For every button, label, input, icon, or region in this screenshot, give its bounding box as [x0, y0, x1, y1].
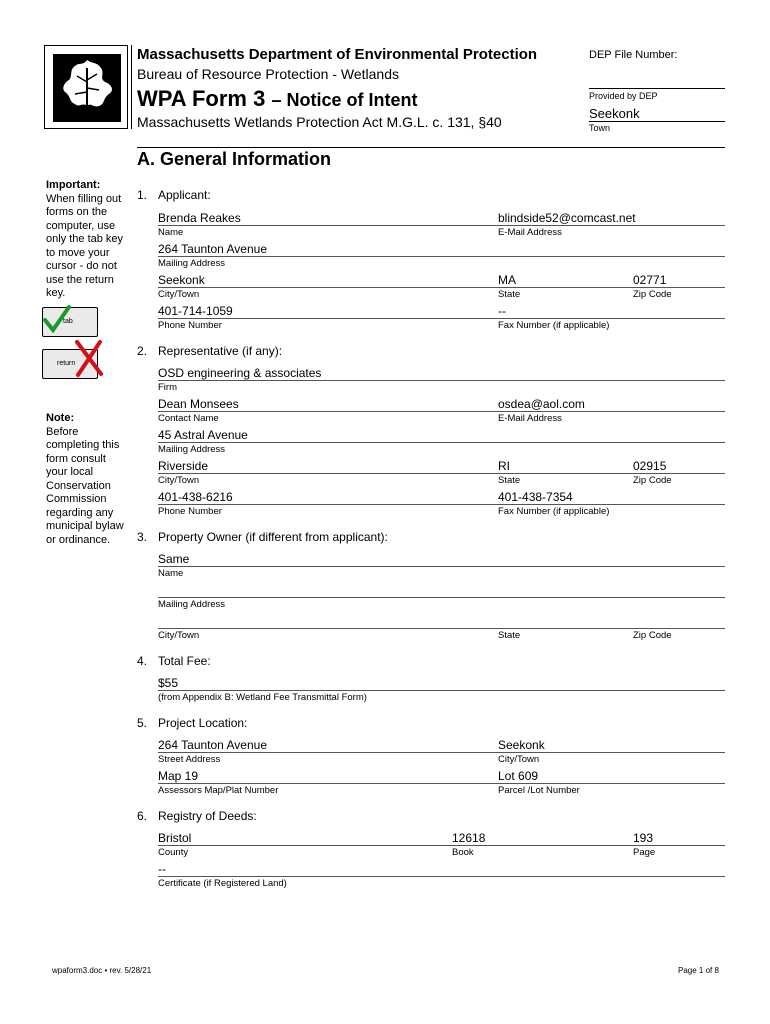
deeds-certificate-value[interactable]: -- — [158, 862, 166, 876]
oak-leaf-icon — [53, 54, 121, 122]
field-line — [158, 690, 725, 691]
act-citation: Massachusetts Wetlands Protection Act M.G.L. c. 131, §40 — [137, 114, 502, 130]
location-street-label: Street Address — [158, 754, 221, 765]
fee-amount-label: (from Appendix B: Wetland Fee Transmittal Form) — [158, 692, 367, 703]
representative-email-label: E-Mail Address — [498, 413, 562, 424]
deeds-page-label: Page — [633, 847, 656, 858]
dep-file-number-field[interactable] — [589, 88, 725, 89]
department-name: Massachusetts Department of Environmental Protection — [137, 46, 538, 63]
fee-heading: Total Fee: — [158, 654, 211, 668]
town-line — [589, 121, 725, 122]
deeds-certificate-label: Certificate (if Registered Land) — [158, 878, 287, 889]
representative-number: 2. — [137, 344, 148, 358]
field-line — [158, 566, 725, 567]
owner-zip-label: Zip Code — [633, 630, 672, 641]
applicant-heading: Applicant: — [158, 188, 211, 202]
location-heading: Project Location: — [158, 716, 248, 730]
field-line — [158, 845, 725, 846]
owner-address-label: Mailing Address — [158, 599, 226, 610]
applicant-fax-value[interactable]: -- — [498, 304, 506, 318]
representative-zip-value[interactable]: 02915 — [633, 459, 667, 473]
footer-page-number: Page 1 of 8 — [678, 966, 719, 975]
header-divider — [131, 45, 132, 129]
town-label: Town — [589, 123, 611, 133]
owner-address-field[interactable] — [158, 597, 725, 598]
representative-contact-value[interactable]: Dean Monsees — [158, 397, 239, 411]
representative-fax-value[interactable]: 401-438-7354 — [498, 490, 573, 504]
representative-address-label: Mailing Address — [158, 444, 226, 455]
important-text: When filling out forms on the computer, use only the tab key to move your cursor - do not use the return key. — [46, 192, 124, 299]
deeds-county-value[interactable]: Bristol — [158, 831, 192, 845]
representative-firm-label: Firm — [158, 382, 177, 393]
applicant-fax-label: Fax Number (if applicable) — [498, 320, 610, 331]
field-line — [158, 752, 725, 753]
location-city-label: City/Town — [498, 754, 540, 765]
representative-email-value[interactable]: osdea@aol.com — [498, 397, 585, 411]
field-line — [158, 380, 725, 381]
owner-city-label: City/Town — [158, 630, 200, 641]
field-line — [158, 876, 725, 877]
field-line — [158, 442, 725, 443]
town-value[interactable]: Seekonk — [589, 106, 640, 121]
owner-state-label: State — [498, 630, 521, 641]
bureau-name: Bureau of Resource Protection - Wetlands — [137, 66, 399, 82]
field-line — [158, 256, 725, 257]
note-title: Note: — [46, 412, 75, 424]
location-parcel-label: Parcel /Lot Number — [498, 785, 580, 796]
location-street-value[interactable]: 264 Taunton Avenue — [158, 738, 267, 752]
bylaw-note — [46, 412, 130, 547]
representative-firm-value[interactable]: OSD engineering & associates — [158, 366, 322, 380]
applicant-state-value[interactable]: MA — [498, 273, 516, 287]
field-line — [158, 783, 725, 784]
dep-provided-label: Provided by DEP — [589, 91, 658, 101]
important-note — [46, 179, 130, 301]
applicant-address-value[interactable]: 264 Taunton Avenue — [158, 242, 267, 256]
applicant-name-value[interactable]: Brenda Reakes — [158, 211, 241, 225]
form-title — [137, 86, 417, 112]
representative-fax-label: Fax Number (if applicable) — [498, 506, 610, 517]
footer-revision: wpaform3.doc • rev. 5/28/21 — [52, 966, 152, 975]
representative-zip-label: Zip Code — [633, 475, 672, 486]
owner-name-label: Name — [158, 568, 184, 579]
checkmark-icon — [42, 304, 72, 334]
field-line — [158, 318, 725, 319]
applicant-email-label: E-Mail Address — [498, 227, 562, 238]
representative-address-value[interactable]: 45 Astral Avenue — [158, 428, 248, 442]
important-title: Important: — [46, 179, 101, 191]
dep-logo — [44, 45, 128, 129]
location-parcel-value[interactable]: Lot 609 — [498, 769, 539, 783]
fee-amount-value[interactable]: $55 — [158, 676, 179, 690]
applicant-address-label: Mailing Address — [158, 258, 226, 269]
representative-contact-label: Contact Name — [158, 413, 219, 424]
fee-number: 4. — [137, 654, 148, 668]
deeds-number: 6. — [137, 809, 148, 823]
applicant-email-value[interactable]: blindside52@comcast.net — [498, 211, 636, 225]
applicant-state-label: State — [498, 289, 521, 300]
location-map-label: Assessors Map/Plat Number — [158, 785, 279, 796]
tab-key-icon: tab — [42, 307, 98, 337]
owner-number: 3. — [137, 530, 148, 544]
form-subtitle: – Notice of Intent — [271, 90, 418, 110]
location-number: 5. — [137, 716, 148, 730]
deeds-heading: Registry of Deeds: — [158, 809, 257, 823]
representative-city-value[interactable]: Riverside — [158, 459, 209, 473]
location-map-value[interactable]: Map 19 — [158, 769, 199, 783]
owner-name-value[interactable]: Same — [158, 552, 190, 566]
representative-state-value[interactable]: RI — [498, 459, 510, 473]
deeds-book-value[interactable]: 12618 — [452, 831, 486, 845]
field-line — [158, 504, 725, 505]
applicant-number: 1. — [137, 188, 148, 202]
applicant-city-value[interactable]: Seekonk — [158, 273, 205, 287]
owner-heading: Property Owner (if different from applicant): — [158, 530, 388, 544]
applicant-zip-value[interactable]: 02771 — [633, 273, 667, 287]
applicant-phone-value[interactable]: 401-714-1059 — [158, 304, 233, 318]
applicant-phone-label: Phone Number — [158, 320, 222, 331]
red-x-icon — [72, 338, 106, 378]
deeds-county-label: County — [158, 847, 189, 858]
deeds-book-label: Book — [452, 847, 474, 858]
representative-state-label: State — [498, 475, 521, 486]
representative-city-label: City/Town — [158, 475, 200, 486]
applicant-zip-label: Zip Code — [633, 289, 672, 300]
applicant-city-label: City/Town — [158, 289, 200, 300]
return-key-icon: return — [42, 349, 98, 379]
note-text: Before completing this form consult your local Conservation Commission regarding any municipal bylaw or ordinance. — [46, 425, 124, 546]
applicant-name-label: Name — [158, 227, 184, 238]
form-title-main: WPA Form 3 — [137, 86, 266, 111]
representative-heading: Representative (if any): — [158, 344, 283, 358]
dep-file-number-label: DEP File Number: — [589, 49, 678, 61]
representative-phone-label: Phone Number — [158, 506, 222, 517]
deeds-page-value[interactable]: 193 — [633, 831, 654, 845]
field-line — [158, 225, 725, 226]
location-city-value[interactable]: Seekonk — [498, 738, 545, 752]
owner-city-field[interactable] — [158, 628, 725, 629]
representative-phone-value[interactable]: 401-438-6216 — [158, 490, 233, 504]
field-line — [158, 411, 725, 412]
section-title: A. General Information — [137, 149, 332, 169]
section-rule — [137, 147, 725, 148]
field-line — [158, 287, 725, 288]
field-line — [158, 473, 725, 474]
